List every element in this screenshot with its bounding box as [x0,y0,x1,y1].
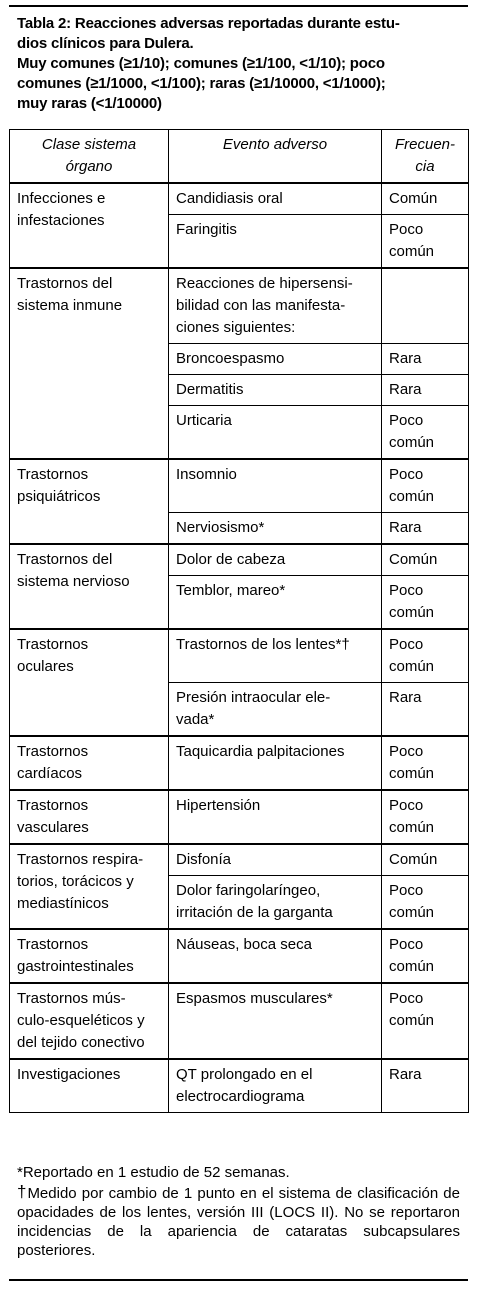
organ-class-line: mediastínicos [17,895,109,912]
frequency-line: Común [389,551,438,568]
organ-class-line: Trastornos [17,466,89,483]
frequency-line: común [389,658,435,675]
adverse-event-cell [169,268,382,344]
organ-class-line: infestaciones [17,212,105,229]
frequency-line: Poco [389,797,424,814]
frequency-cell [382,459,469,513]
organ-class-cell [10,983,169,1059]
header-line: órgano [65,158,113,175]
table-row [10,736,469,790]
adverse-event-line: irritación de la garganta [176,904,333,921]
header-organ-class [10,130,169,184]
adverse-event-line: ciones siguientes: [176,319,296,336]
frequency-line: Poco [389,882,424,899]
adverse-event-line: electrocardiograma [176,1088,305,1105]
title-line: muy raras (<1/10000) [17,95,162,112]
organ-class-line: sistema nervioso [17,573,130,590]
adverse-event-cell [169,183,382,215]
footnotes [17,1163,460,1260]
organ-class-cell [10,629,169,736]
organ-class-line: Trastornos del [17,275,113,292]
adverse-event-cell [169,629,382,683]
adverse-event-cell [169,375,382,406]
header-line: cia [415,158,435,175]
frequency-line: común [389,819,435,836]
table-row [10,183,469,215]
frequency-line: Poco [389,990,424,1007]
organ-class-line: Trastornos [17,936,89,953]
table-row [10,929,469,983]
frequency-cell [382,513,469,545]
organ-class-cell [10,544,169,629]
organ-class-line: culo-esqueléticos y [17,1012,145,1029]
table-title [17,14,457,114]
adverse-event-cell [169,790,382,844]
organ-class-line: torios, torácicos y [17,873,134,890]
frequency-cell [382,736,469,790]
frequency-cell [382,929,469,983]
title-line: Tabla 2: Reacciones adversas reportadas durante estu- [17,15,400,32]
organ-class-line: vasculares [17,819,89,836]
frequency-line: Poco [389,743,424,760]
adverse-event-line: Trastornos de los lentes*† [176,636,350,653]
adverse-event-cell [169,736,382,790]
frequency-line: Rara [389,519,422,536]
header-adverse-event [169,130,382,184]
organ-class-line: Trastornos [17,797,89,814]
organ-class-cell [10,844,169,929]
frequency-line: común [389,604,435,621]
title-line: Muy comunes (≥1/10); comunes (≥1/100, <1/10); poco [17,55,385,72]
organ-class-cell [10,1059,169,1113]
table-row [10,544,469,576]
header-line: Frecuen- [394,136,456,153]
adverse-event-line: Candidiasis oral [176,190,283,207]
adverse-event-line: Hipertensión [176,797,261,814]
frequency-line: común [389,765,435,782]
adverse-event-line: Temblor, mareo* [176,582,286,599]
frequency-cell [382,683,469,737]
frequency-cell [382,406,469,460]
frequency-line: Rara [389,689,422,706]
adverse-event-cell [169,844,382,876]
adverse-event-cell [169,876,382,930]
organ-class-line: Trastornos respira- [17,851,144,868]
frequency-cell [382,344,469,375]
frequency-line: Poco [389,221,424,238]
adverse-event-cell [169,513,382,545]
adverse-event-cell [169,544,382,576]
header-line: Clase sistema [41,136,137,153]
frequency-line: Rara [389,350,422,367]
organ-class-line: Trastornos [17,743,89,760]
adverse-event-line: Disfonía [176,851,232,868]
frequency-line: Poco [389,582,424,599]
frequency-line: Poco [389,412,424,429]
adverse-event-cell [169,983,382,1059]
organ-class-line: psiquiátricos [17,488,101,505]
title-line: comunes (≥1/1000, <1/100); raras (≥1/10000, <1/1000); [17,75,386,92]
frequency-line: común [389,1012,435,1029]
adverse-event-line: Espasmos musculares* [176,990,333,1007]
footnote-dagger-text: Medido por cambio de 1 punto en el sistema de clasificación de opacidades de los lentes, versión III (LOCS II). No se reportaron incidencias de la apariencia de cataratas subcapsulares posteriores. [17,1185,460,1259]
dagger-mark: † [17,1182,28,1201]
organ-class-line: Trastornos del [17,551,113,568]
footnote-asterisk: *Reportado en 1 estudio de 52 semanas. [17,1164,290,1181]
frequency-cell [382,876,469,930]
frequency-cell [382,790,469,844]
frequency-cell [382,629,469,683]
adverse-event-cell [169,459,382,513]
organ-class-line: sistema inmune [17,297,123,314]
adverse-event-cell [169,683,382,737]
frequency-line: Poco [389,936,424,953]
adverse-event-line: QT prolongado en el [176,1066,313,1083]
organ-class-line: Trastornos [17,636,89,653]
frequency-line: Poco [389,636,424,653]
frequency-line: Rara [389,381,422,398]
frequency-line: común [389,243,435,260]
adverse-event-cell [169,215,382,269]
organ-class-line: cardíacos [17,765,83,782]
organ-class-line: gastrointestinales [17,958,134,975]
frequency-line: común [389,958,435,975]
adverse-event-line: Náuseas, boca seca [176,936,312,953]
organ-class-line: Infecciones e [17,190,106,207]
organ-class-line: del tejido conectivo [17,1034,145,1051]
header-frequency [382,130,469,184]
table-header-row [10,130,469,184]
frequency-cell [382,544,469,576]
frequency-line: Común [389,851,438,868]
adverse-event-line: Faringitis [176,221,237,238]
adverse-event-line: Dermatitis [176,381,244,398]
frequency-cell [382,1059,469,1113]
adverse-event-cell [169,1059,382,1113]
adverse-event-line: Insomnio [176,466,237,483]
adverse-event-line: Nerviosismo* [176,519,265,536]
title-line: dios clínicos para Dulera. [17,35,194,52]
frequency-cell [382,268,469,344]
table-row [10,459,469,513]
organ-class-cell [10,790,169,844]
frequency-cell [382,576,469,630]
organ-class-line: Investigaciones [17,1066,121,1083]
frequency-cell [382,983,469,1059]
adverse-event-line: Taquicardia palpitaciones [176,743,345,760]
adverse-reactions-table [9,129,469,1113]
table-row [10,1059,469,1113]
frequency-line: Común [389,190,438,207]
frequency-line: común [389,434,435,451]
table-body [10,183,469,1113]
organ-class-cell [10,459,169,544]
frequency-cell [382,375,469,406]
frequency-line: común [389,904,435,921]
adverse-event-cell [169,929,382,983]
adverse-event-line: bilidad con las manifesta- [176,297,346,314]
frequency-line: común [389,488,435,505]
table-row [10,790,469,844]
frequency-cell [382,183,469,215]
table-row [10,629,469,683]
footnote-dagger [17,1182,460,1260]
adverse-event-line: Presión intraocular ele- [176,689,331,706]
organ-class-cell [10,736,169,790]
frequency-cell [382,215,469,269]
adverse-event-line: Broncoespasmo [176,350,285,367]
frequency-line: Poco [389,466,424,483]
adverse-event-line: Dolor faringolaríngeo, [176,882,321,899]
organ-class-cell [10,929,169,983]
table-row [10,268,469,344]
frequency-cell [382,844,469,876]
organ-class-line: oculares [17,658,74,675]
organ-class-line: Trastornos mús- [17,990,126,1007]
adverse-event-cell [169,576,382,630]
adverse-event-line: Urticaria [176,412,232,429]
adverse-event-cell [169,406,382,460]
table-row [10,844,469,876]
adverse-event-line: vada* [176,711,215,728]
adverse-event-cell [169,344,382,375]
table-row [10,983,469,1059]
organ-class-cell [10,268,169,459]
header-line: Evento adverso [222,136,328,153]
frequency-line: Rara [389,1066,422,1083]
adverse-event-line: Dolor de cabeza [176,551,286,568]
organ-class-cell [10,183,169,268]
adverse-event-line: Reacciones de hipersensi- [176,275,353,292]
